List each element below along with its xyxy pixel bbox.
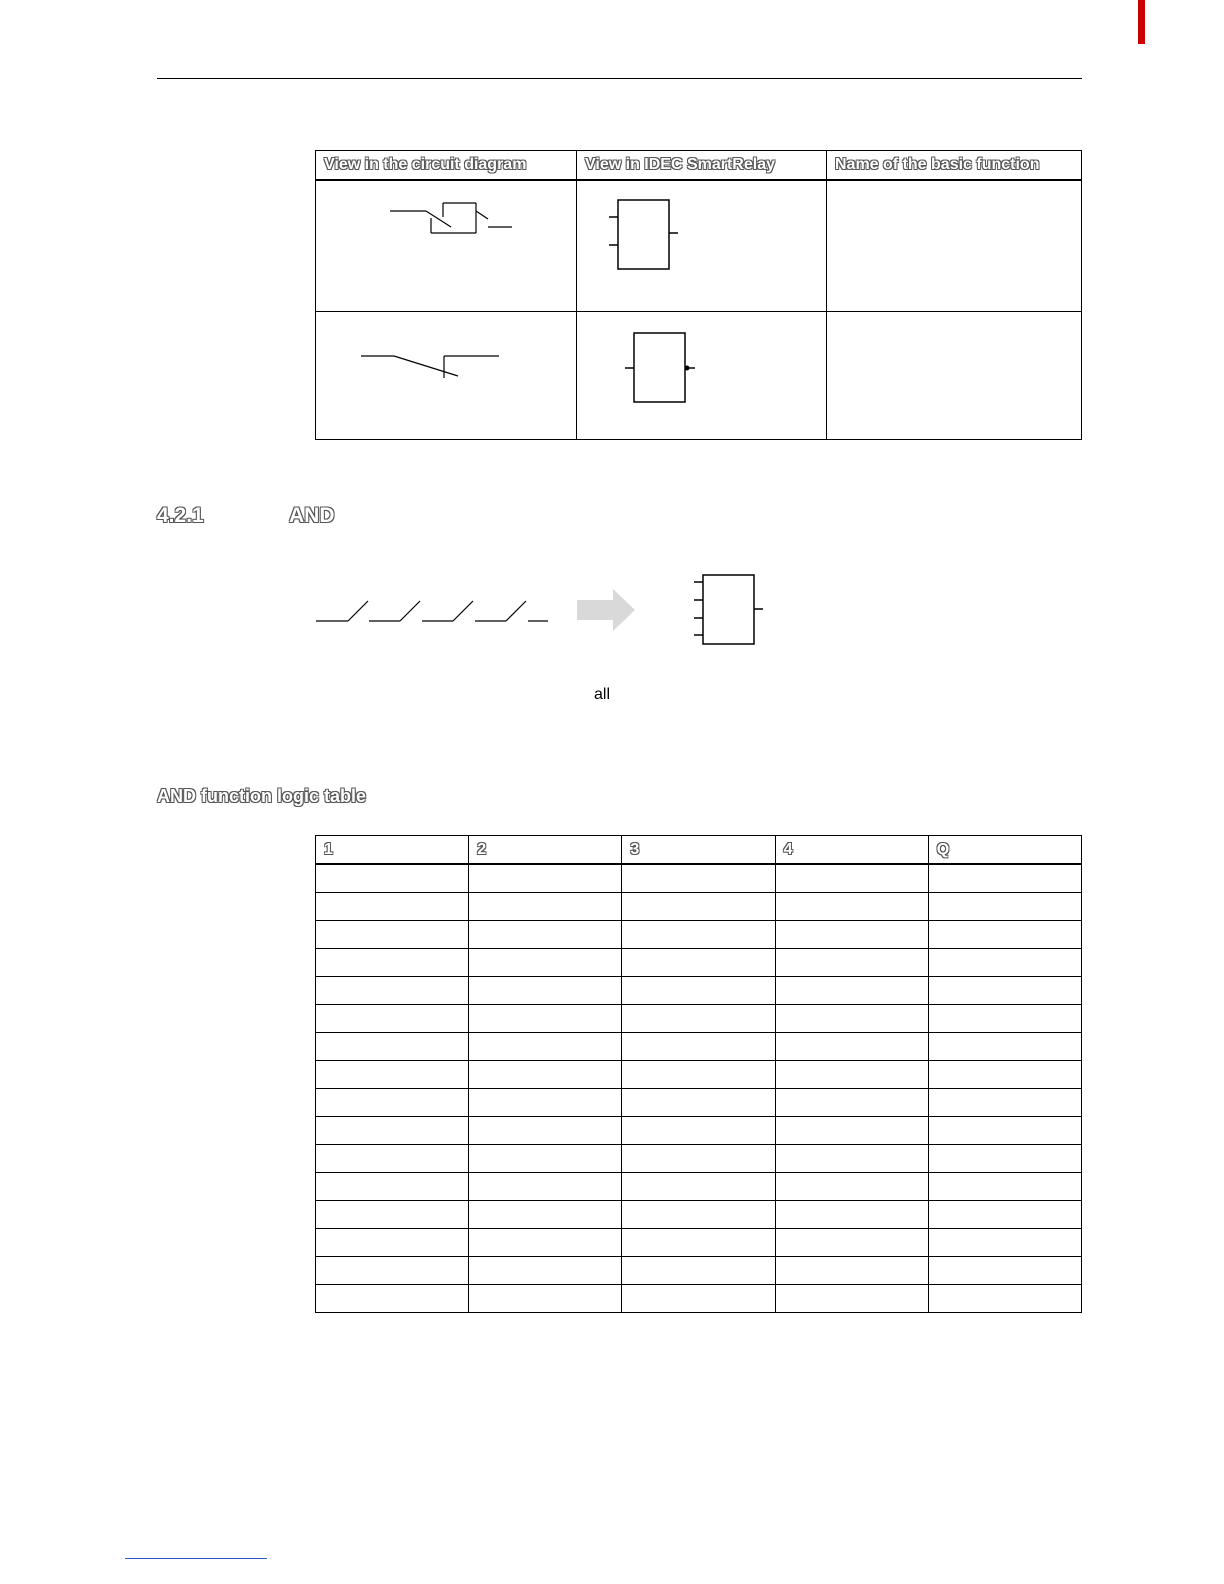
logic-table-cell — [622, 864, 775, 893]
logic-table-cell — [469, 977, 622, 1005]
logic-table-cell — [469, 1173, 622, 1201]
logic-table-cell — [928, 1285, 1081, 1313]
logic-table-cell — [928, 1061, 1081, 1089]
logic-table-row — [316, 1173, 1082, 1201]
header-input-1: 1 — [316, 836, 469, 865]
logic-table-cell — [928, 1229, 1081, 1257]
logic-table-cell — [316, 1061, 469, 1089]
logic-table-cell — [775, 1005, 928, 1033]
smartrelay-block-cell — [577, 180, 827, 311]
logic-table-cell — [928, 1117, 1081, 1145]
logic-table-cell — [622, 1089, 775, 1117]
logic-table-cell — [622, 1257, 775, 1285]
header-output-q: Q — [928, 836, 1081, 865]
logic-table-cell — [469, 1005, 622, 1033]
logic-table-body — [316, 864, 1082, 1313]
logic-table-cell — [469, 921, 622, 949]
logic-table-cell — [775, 1145, 928, 1173]
logic-table-cell — [316, 864, 469, 893]
logic-table-cell — [316, 1257, 469, 1285]
logic-table-cell — [469, 1061, 622, 1089]
logic-table-cell — [928, 1173, 1081, 1201]
logic-table-cell — [622, 949, 775, 977]
logic-table-cell — [622, 1173, 775, 1201]
logic-table-cell — [469, 1285, 622, 1313]
header-input-3: 3 — [622, 836, 775, 865]
logic-table-cell — [316, 1117, 469, 1145]
logic-table-row — [316, 1117, 1082, 1145]
logic-table-header-row — [316, 836, 1082, 865]
logic-table-row — [316, 1145, 1082, 1173]
logic-table-row — [316, 893, 1082, 921]
logic-table-cell — [622, 1229, 775, 1257]
logic-table-cell — [469, 893, 622, 921]
header-input-4: 4 — [775, 836, 928, 865]
section-number: 4.2.1 — [157, 504, 204, 527]
logic-table-cell — [316, 893, 469, 921]
logic-table-cell — [622, 1061, 775, 1089]
logic-table-cell — [775, 1061, 928, 1089]
logic-table-cell — [775, 949, 928, 977]
logic-table-cell — [775, 977, 928, 1005]
footer-link-underline — [125, 1558, 267, 1559]
logic-table-cell — [928, 921, 1081, 949]
header-smartrelay-view: View in IDEC SmartRelay — [577, 151, 827, 181]
logic-table-cell — [469, 1201, 622, 1229]
logic-table-cell — [469, 1229, 622, 1257]
logic-table-cell — [775, 1285, 928, 1313]
logic-table-row — [316, 1285, 1082, 1313]
logic-table-cell — [775, 1173, 928, 1201]
logic-table-cell — [622, 1201, 775, 1229]
header-function-name: Name of the basic function — [827, 151, 1082, 181]
basic-functions-table — [315, 150, 1082, 440]
logic-table-cell — [775, 921, 928, 949]
table-row — [316, 180, 1082, 311]
logic-table-row — [316, 1229, 1082, 1257]
function-name-cell — [827, 180, 1082, 311]
logic-table-cell — [928, 864, 1081, 893]
logic-table-cell — [928, 1145, 1081, 1173]
arrow-right-icon — [577, 589, 637, 633]
logic-table-cell — [622, 1285, 775, 1313]
logic-table-cell — [775, 893, 928, 921]
logic-table-cell — [775, 1117, 928, 1145]
logic-table-cell — [316, 949, 469, 977]
circuit-diagram-parallel-cell — [316, 180, 577, 311]
logic-table-cell — [316, 1173, 469, 1201]
logic-table-cell — [622, 893, 775, 921]
logic-table-row — [316, 949, 1082, 977]
logic-table-cell — [316, 1229, 469, 1257]
logic-table-cell — [469, 1145, 622, 1173]
logic-table-cell — [622, 1145, 775, 1173]
logic-table-heading: AND function logic table — [157, 786, 366, 806]
two-input-block-diagram — [577, 181, 827, 311]
logic-table-cell — [469, 949, 622, 977]
logic-table-cell — [316, 977, 469, 1005]
logic-table-cell — [928, 893, 1081, 921]
logic-table-row — [316, 1061, 1082, 1089]
logic-table-cell — [469, 1033, 622, 1061]
logic-table-cell — [775, 864, 928, 893]
header-rule — [157, 78, 1082, 79]
logic-table-row — [316, 1257, 1082, 1285]
logic-table-cell — [775, 1033, 928, 1061]
header-input-2: 2 — [469, 836, 622, 865]
logic-table-cell — [316, 1005, 469, 1033]
logic-table-cell — [622, 1117, 775, 1145]
description-fragment: all — [594, 686, 611, 703]
logic-table-cell — [928, 1005, 1081, 1033]
header-circuit-view: View in the circuit diagram — [316, 151, 577, 181]
logic-table-row — [316, 1005, 1082, 1033]
and-block-diagram — [690, 572, 770, 648]
normally-closed-contact-diagram — [316, 312, 576, 440]
and-logic-table — [315, 835, 1082, 1313]
logic-table-cell — [622, 1033, 775, 1061]
smartrelay-not-block-cell — [577, 311, 827, 439]
series-contacts-diagram — [310, 585, 550, 635]
logic-table-cell — [928, 1257, 1081, 1285]
logic-table-cell — [622, 921, 775, 949]
logic-table-cell — [469, 1089, 622, 1117]
page-edge-marker — [1138, 0, 1145, 44]
logic-table-cell — [316, 1285, 469, 1313]
circuit-diagram-nc-cell — [316, 311, 577, 439]
table-row — [316, 311, 1082, 439]
logic-table-cell — [775, 1257, 928, 1285]
parallel-contacts-diagram — [316, 181, 576, 311]
logic-table-row — [316, 1089, 1082, 1117]
not-block-diagram — [577, 312, 827, 440]
logic-table-cell — [928, 1033, 1081, 1061]
logic-table-cell — [928, 1201, 1081, 1229]
logic-table-row — [316, 977, 1082, 1005]
logic-table-cell — [622, 977, 775, 1005]
logic-table-row — [316, 1201, 1082, 1229]
logic-table-cell — [622, 1005, 775, 1033]
logic-table-cell — [469, 1117, 622, 1145]
logic-table-cell — [316, 1033, 469, 1061]
logic-table-cell — [316, 1145, 469, 1173]
table-header-row — [316, 151, 1082, 181]
logic-table-row — [316, 921, 1082, 949]
logic-table-row — [316, 1033, 1082, 1061]
logic-table-cell — [316, 1089, 469, 1117]
logic-table-cell — [316, 1201, 469, 1229]
logic-table-cell — [469, 1257, 622, 1285]
logic-table-cell — [775, 1201, 928, 1229]
logic-table-cell — [928, 977, 1081, 1005]
logic-table-row — [316, 864, 1082, 893]
logic-table-cell — [469, 864, 622, 893]
section-title: AND — [289, 504, 335, 527]
logic-table-cell — [775, 1089, 928, 1117]
logic-table-cell — [775, 1229, 928, 1257]
logic-table-cell — [928, 949, 1081, 977]
function-name-cell — [827, 311, 1082, 439]
logic-table-cell — [316, 921, 469, 949]
logic-table-cell — [928, 1089, 1081, 1117]
